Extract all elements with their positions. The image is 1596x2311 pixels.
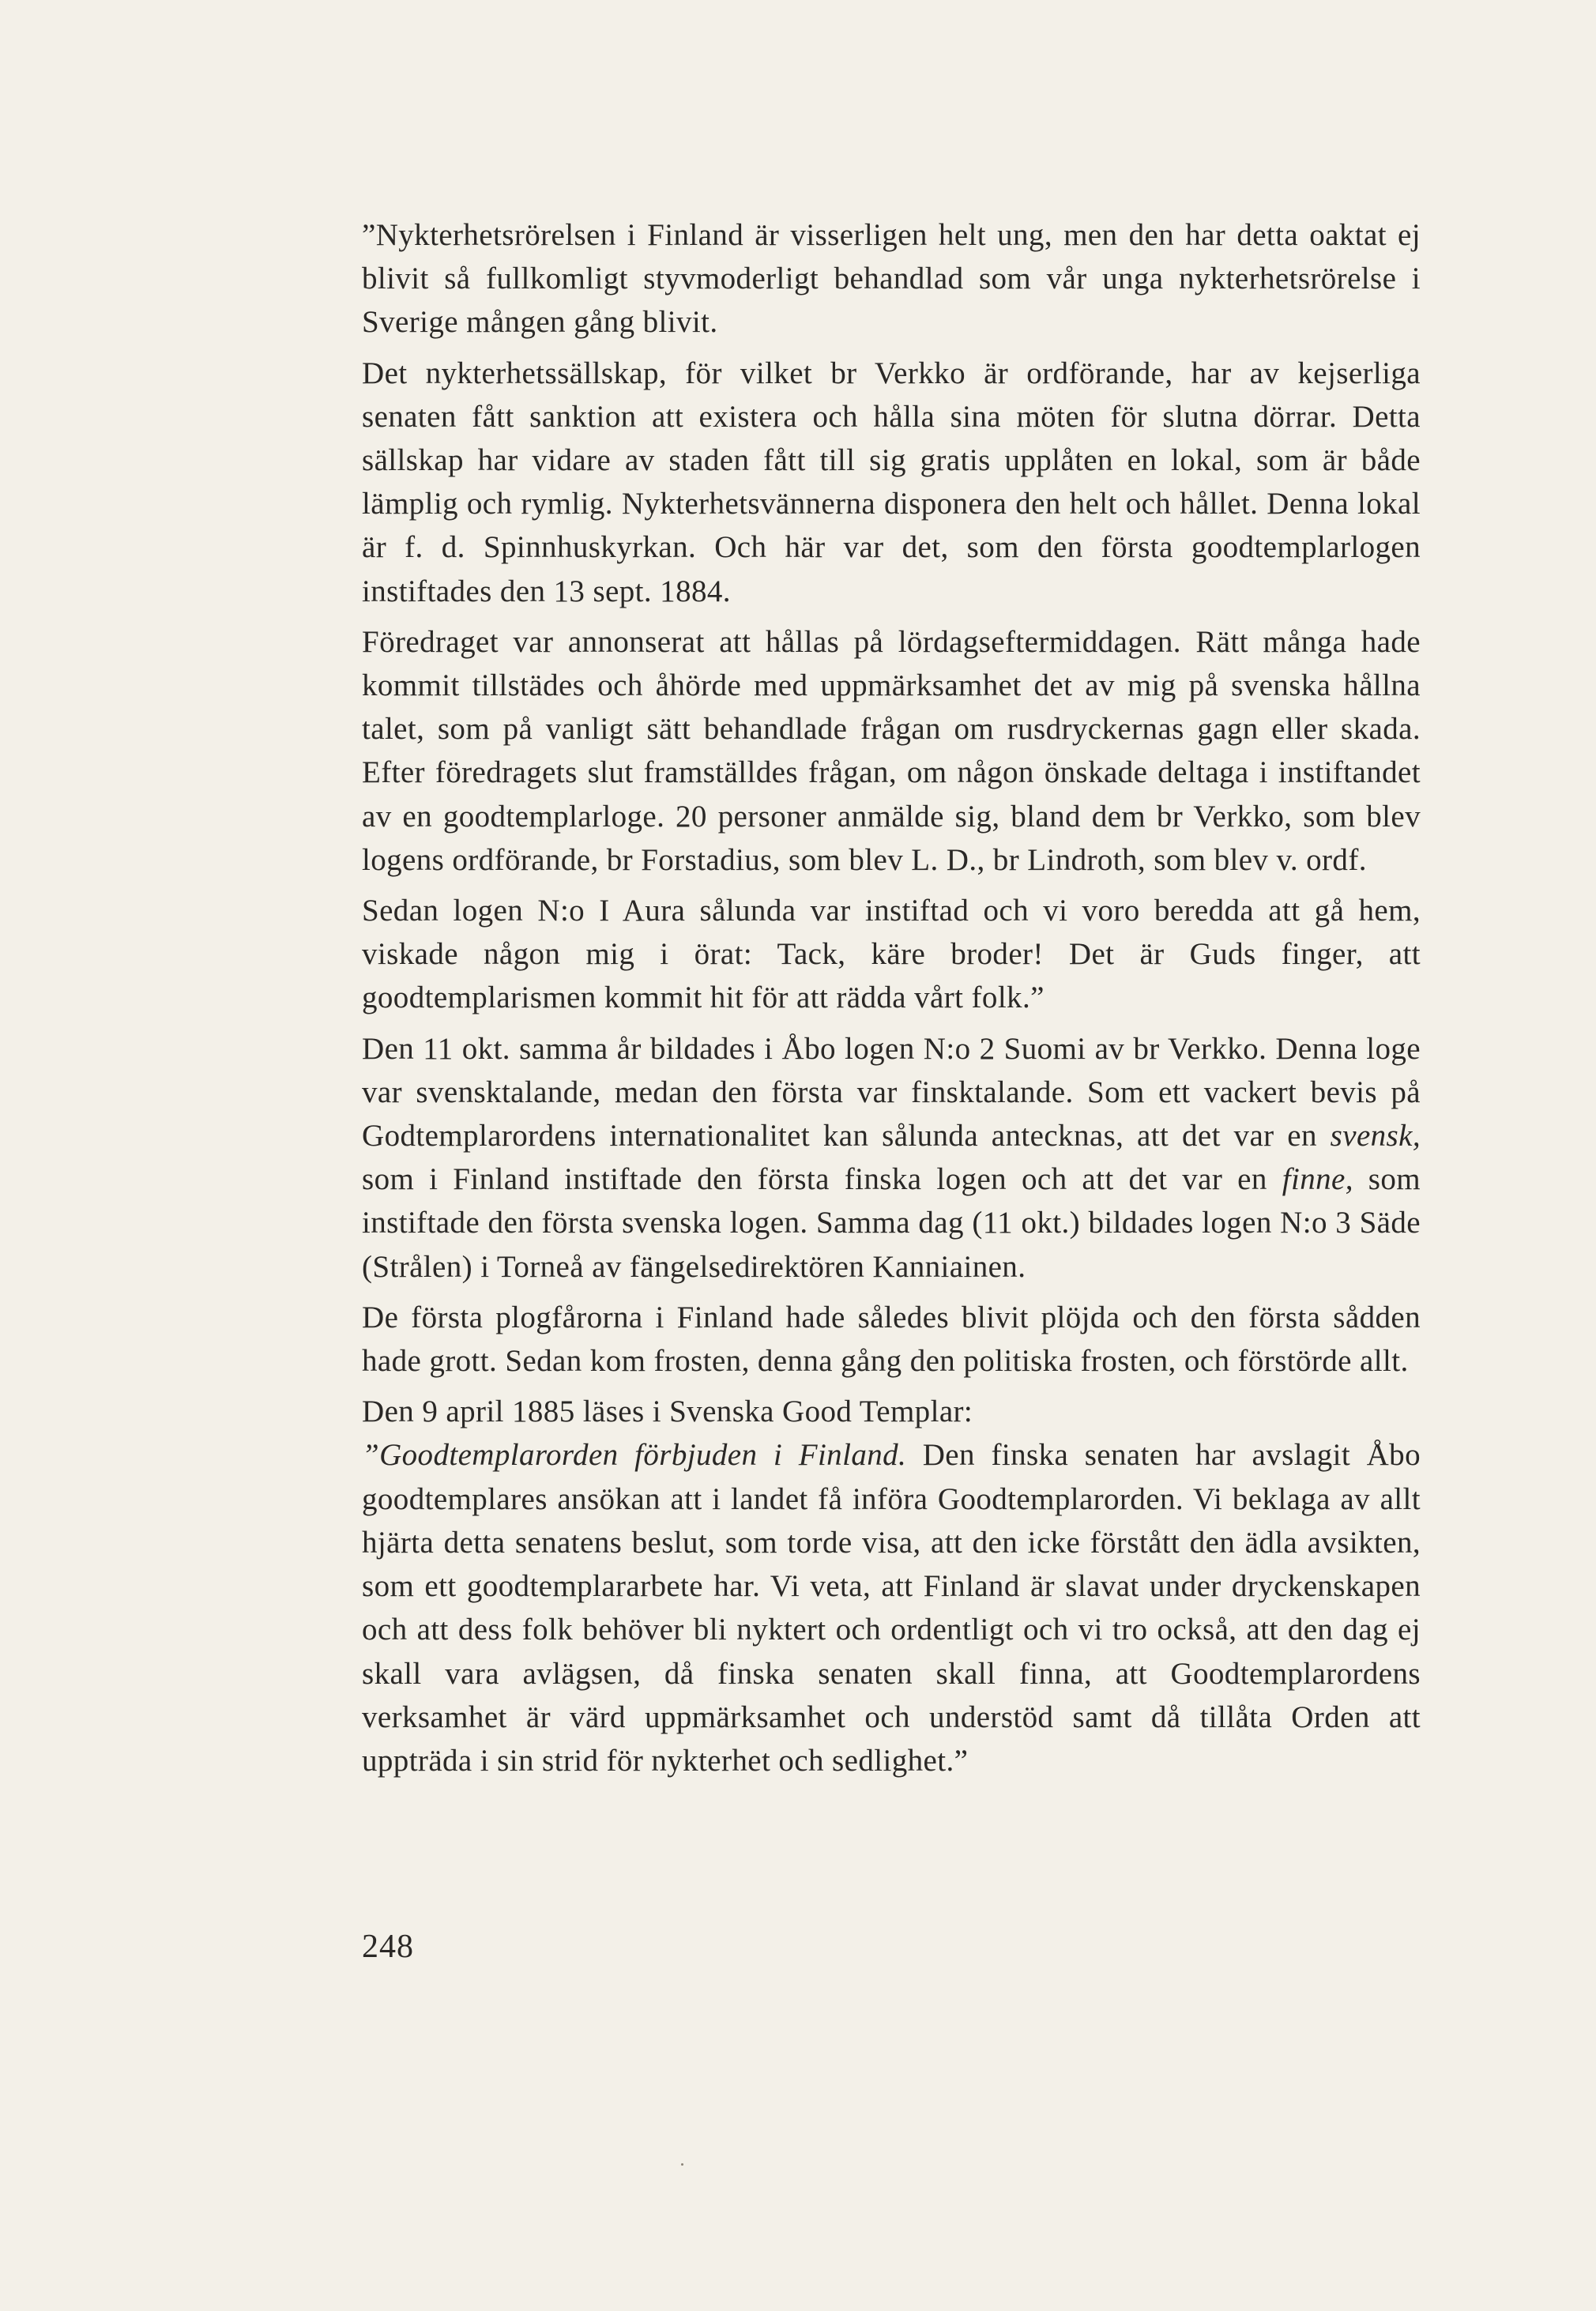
paragraph-3: Föredraget var annonserat att hållas på lördagseftermiddagen. Rätt många hade kommit tillstädes och åhörde med uppmärksamhet det av mig på svenska hållna talet, som på vanligt sätt behandlade frågan om rusdryckernas gagn eller skada. Efter föredragets slut framställdes frågan, om någon önskade deltaga i instiftandet av en goodtemplarloge. 20 personer anmälde sig, bland dem br Verkko, som blev logens ordförande, br Forstadius, som blev L. D., br Lindroth, som blev v. ordf.: [362, 624, 1421, 877]
paragraph-8-quote: [362, 1433, 1421, 1782]
paragraph-5: [362, 1027, 1421, 1289]
paragraph-5-text-b: som i Finland instiftade den första finska logen och att det var en: [362, 1162, 1282, 1197]
paper-speck: [681, 2163, 683, 2166]
italic-svensk: svensk,: [1330, 1119, 1421, 1154]
paragraph-5-text-a: Den 11 okt. samma år bildades i Åbo logen N:o 2 Suomi av br Verkko. Denna loge var svensktalande, medan den första var finsktalande. Som ett vackert bevis på Godtemplarordens internationalitet kan sålunda antecknas, att det var en: [362, 1031, 1421, 1154]
quote-text: Den finska senaten har avslagit Åbo goodtemplares ansökan att i landet få införa Goodtemplarorden. Vi beklaga av allt hjärta detta senatens beslut, som torde visa, att den icke förstått den ädla avsikten, som ett goodtemplararbete har. Vi veta, att Finland är slavat under dryckenskapen och att dess folk behöver bli nyktert och ordentligt och vi tro också, att den dag ej skall vara avlägsen, då finska senaten skall finna, att Goodtemplarordens verksamhet är värd uppmärksamhet och understöd samt då tillåta Orden att uppträda i sin strid för nykterhet och sedlighet.”: [362, 1438, 1421, 1778]
paragraph-6: De första plogfårorna i Finland hade således blivit plöjda och den första sådden hade grott. Sedan kom frosten, denna gång den politiska frosten, och förstörde allt.: [362, 1300, 1421, 1379]
page-number: 248: [362, 1929, 414, 1965]
quote-heading-italic: ”Goodtemplarorden förbjuden i Finland.: [362, 1438, 907, 1473]
paragraph-4: Sedan logen N:o I Aura sålunda var instiftad och vi voro beredda att gå hem, viskade någon mig i örat: Tack, käre broder! Det är Guds finger, att goodtemplarismen kommit hit för att rädda vårt folk.”: [362, 894, 1421, 1015]
paragraph-5-text-c: som instiftade den första svenska logen. Samma dag (11 okt.) bildades logen N:o 3 Säde (Strålen) i Torneå av fängelsedirektören Kanniainen.: [362, 1162, 1421, 1284]
italic-finne: finne,: [1282, 1162, 1353, 1197]
paragraph-7: Den 9 april 1885 läses i Svenska Good Templar:: [362, 1395, 973, 1429]
paragraph-2: Det nykterhetssällskap, för vilket br Verkko är ordförande, har av kejserliga senaten fått sanktion att existera och hålla sina möten för slutna dörrar. Detta sällskap har vidare av staden fått till sig gratis upplåten en lokal, som är både lämplig och rymlig. Nykterhetsvännerna disponera den helt och hållet. Denna lokal är f. d. Spinnhuskyrkan. Och här var det, som den första goodtemplarlogen instiftades den 13 sept. 1884.: [362, 356, 1421, 608]
body-text: [362, 213, 1421, 1782]
paragraph-1: ”Nykterhetsrörelsen i Finland är visserligen helt ung, men den har detta oaktat ej blivit så fullkomligt styvmoderligt behandlad som vår unga nykterhetsrörelse i Sverige mången gång blivit.: [362, 218, 1421, 340]
